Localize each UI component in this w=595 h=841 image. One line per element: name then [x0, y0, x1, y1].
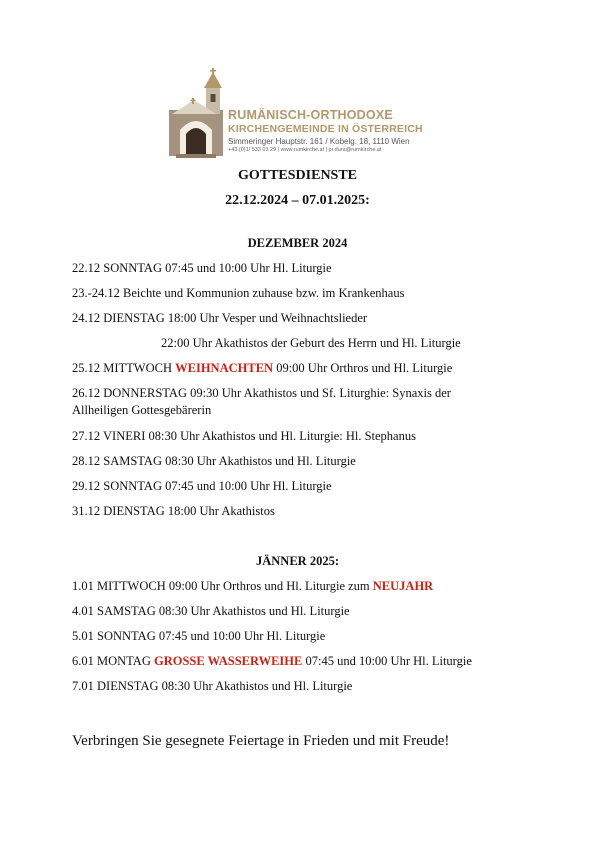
logo-address: Simmeringer Hauptstr. 161 / Kobelg. 18, 1110 Wien	[228, 137, 410, 146]
schedule-item: 27.12 VINERI 08:30 Uhr Akathistos und Hl. Liturgie: Hl. Stephanus	[72, 429, 416, 443]
schedule-item: 5.01 SONNTAG 07:45 und 10:00 Uhr Hl. Liturgie	[72, 629, 326, 643]
schedule-item: 22:00 Uhr Akathistos der Geburt des Herrn und Hl. Liturgie	[161, 336, 461, 350]
logo-subtitle: KIRCHENGEMEINDE IN ÖSTERREICH	[228, 123, 423, 135]
item-text: 6.01 MONTAG	[72, 654, 154, 668]
logo-title: RUMÄNISCH-ORTHODOXE	[228, 108, 393, 122]
item-text: 07:45 und 10:00 Uhr Hl. Liturgie	[302, 654, 472, 668]
schedule-item-christmas	[72, 361, 452, 376]
schedule-item: 7.01 DIENSTAG 08:30 Uhr Akathistos und Hl. Liturgie	[72, 679, 353, 693]
church-logo	[168, 68, 433, 160]
item-text: 25.12 MITTWOCH	[72, 361, 176, 375]
december-heading: DEZEMBER 2024	[247, 236, 348, 250]
highlight-text: WEIHNACHTEN	[175, 361, 274, 375]
schedule-item: 24.12 DIENSTAG 18:00 Uhr Vesper und Weihnachtslieder	[72, 311, 368, 325]
schedule-item: 29.12 SONNTAG 07:45 und 10:00 Uhr Hl. Liturgie	[72, 479, 332, 493]
logo-contact: +43 (0)1/ 533 03 29 | www.rumkirche.at | pr.dura@rumkirche.at	[228, 147, 382, 153]
page-title: GOTTESDIENSTE	[237, 168, 358, 183]
schedule-item: 23.-24.12 Beichte und Kommunion zuhause bzw. im Krankenhaus	[72, 286, 405, 300]
january-heading: JÄNNER 2025:	[256, 554, 339, 568]
schedule-item-water-blessing	[72, 654, 472, 669]
schedule-item: 26.12 DONNERSTAG 09:30 Uhr Akathistos und Sf. Liturghie: Synaxis der	[72, 386, 451, 400]
highlight-text: NEUJAHR	[372, 579, 434, 593]
date-range: 22.12.2024 – 07.01.2025:	[225, 193, 370, 208]
schedule-item: 22.12 SONNTAG 07:45 und 10:00 Uhr Hl. Liturgie	[72, 261, 332, 275]
closing-message: Verbringen Sie gesegnete Feiertage in Frieden und mit Freude!	[72, 733, 450, 749]
schedule-item-continuation: Allheiligen Gottesgebärerin	[72, 403, 212, 417]
item-text: 09:00 Uhr Orthros und Hl. Liturgie	[273, 361, 453, 375]
church-building-icon	[168, 68, 228, 160]
schedule-item: 31.12 DIENSTAG 18:00 Uhr Akathistos	[72, 504, 275, 518]
schedule-item-new-year	[72, 579, 433, 594]
highlight-text: GROSSE WASSERWEIHE	[153, 654, 303, 668]
item-text: 1.01 MITTWOCH 09:00 Uhr Orthros und Hl. Liturgie zum	[72, 579, 373, 593]
schedule-item: 28.12 SAMSTAG 08:30 Uhr Akathistos und Hl. Liturgie	[72, 454, 356, 468]
schedule-item: 4.01 SAMSTAG 08:30 Uhr Akathistos und Hl. Liturgie	[72, 604, 350, 618]
